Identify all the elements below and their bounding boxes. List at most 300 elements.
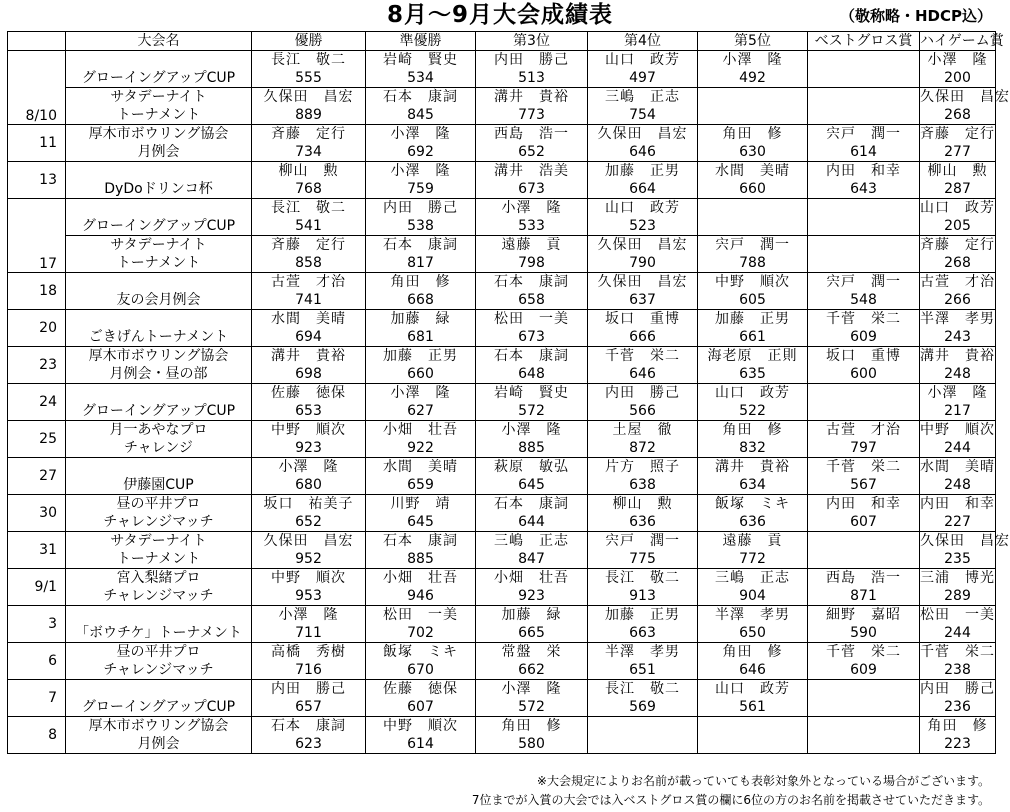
placer-score: 711 (252, 624, 366, 643)
placer-name: 久保田 昌宏 (588, 125, 698, 144)
placer-score: 244 (920, 624, 996, 643)
placer-name (808, 51, 920, 70)
placer-score: 600 (808, 365, 920, 384)
event-name-line1: 厚木市ボウリング協会 (66, 347, 252, 366)
placer-score: 238 (920, 661, 996, 680)
event-name-line1: 昼の平井プロ (66, 495, 252, 514)
placer-name: 水間 美晴 (920, 459, 995, 475)
placer-name: 小澤 隆 (920, 51, 996, 70)
placer-name: 岩崎 賢史 (366, 51, 476, 70)
placer-score: 590 (808, 624, 920, 643)
subtitle-note: （敬称略・HDCP込） (839, 7, 992, 25)
placer-name: 宍戸 潤一 (588, 532, 698, 551)
event-date: 20 (8, 310, 66, 347)
placer-score: 268 (920, 106, 996, 125)
event-name-line1: サタデーナイト (66, 236, 252, 255)
placer-name: 古萱 才治 (808, 421, 920, 440)
event-date: 11 (8, 125, 66, 162)
placer-name: 溝井 貴裕 (252, 347, 366, 366)
placer-name: 角田 修 (920, 717, 996, 736)
event-name-line2: ごきげんトーナメント (66, 328, 252, 347)
placer-score: 287 (920, 180, 996, 199)
event-date: 24 (8, 384, 66, 421)
placer-name: 柳山 勲 (920, 162, 996, 181)
placer-name: 千菅 栄二 (588, 347, 698, 366)
result-row-scores (8, 69, 996, 88)
placer-name: 小澤 隆 (366, 162, 476, 181)
result-row-scores (8, 476, 996, 495)
placer-name: 小澤 隆 (476, 199, 588, 218)
event-name-line1 (66, 458, 252, 477)
placer-score: 953 (252, 587, 366, 606)
placer-name: 坂口 重博 (808, 347, 920, 366)
placer-name: 加藤 正男 (588, 606, 698, 625)
result-row-names (8, 162, 996, 181)
header-2nd: 準優勝 (366, 32, 476, 51)
result-row-scores (8, 217, 996, 236)
placer-name: 小澤 隆 (698, 51, 808, 70)
event-name-line2: グローイングアップCUP (66, 69, 252, 88)
placer-score: 858 (252, 254, 366, 273)
placer-score: 946 (366, 587, 476, 606)
result-row-names (8, 51, 996, 70)
header-3rd: 第3位 (476, 32, 588, 51)
placer-score: 646 (588, 143, 698, 162)
placer-name: 柳山 勲 (588, 495, 698, 514)
result-row-names (8, 347, 996, 366)
placer-name: 小澤 隆 (476, 680, 588, 699)
placer-name: 石本 康詞 (476, 495, 588, 514)
result-row-scores (8, 328, 996, 347)
placer-score: 663 (588, 624, 698, 643)
event-name-line1: 昼の平井プロ (66, 643, 252, 662)
result-row-scores (8, 106, 996, 125)
placer-name: 遠藤 貢 (476, 236, 588, 255)
event-name-line2: グローイングアップCUP (66, 698, 252, 717)
event-name-line2: トーナメント (66, 106, 252, 125)
result-row-scores (8, 587, 996, 606)
placer-name: 角田 修 (366, 273, 476, 292)
event-date: 27 (8, 458, 66, 495)
event-name-line1: 月一あやなプロ (66, 421, 252, 440)
event-name-line1 (66, 51, 252, 70)
event-name-line1 (66, 199, 252, 218)
placer-score: 497 (588, 69, 698, 88)
placer-score: 759 (366, 180, 476, 199)
placer-score: 788 (698, 254, 808, 273)
placer-name: 小澤 隆 (920, 384, 996, 403)
result-row-names (8, 532, 996, 551)
placer-score (698, 217, 808, 236)
result-row-names (8, 236, 996, 255)
footnote-1: ※大会規定によりお名前が載っていても表彰対象外となっている場合がございます。 (536, 774, 990, 788)
placer-name: 西島 浩一 (476, 125, 588, 144)
placer-score: 614 (808, 143, 920, 162)
placer-score: 913 (588, 587, 698, 606)
placer-score: 637 (588, 291, 698, 310)
event-name-line2: トーナメント (66, 254, 252, 273)
placer-score: 567 (808, 476, 920, 495)
placer-name: 長江 敬二 (588, 680, 698, 699)
placer-name: 三嶋 正志 (476, 532, 588, 551)
placer-name: 久保田 昌宏 (588, 273, 698, 292)
result-row-scores (8, 661, 996, 680)
placer-name: 高橋 秀樹 (252, 643, 366, 662)
placer-score: 223 (920, 735, 996, 754)
placer-score: 630 (698, 143, 808, 162)
result-row-names (8, 310, 996, 329)
placer-score: 561 (698, 698, 808, 717)
placer-score: 845 (366, 106, 476, 125)
event-date: 13 (8, 162, 66, 199)
placer-name: 小畑 壮吾 (366, 421, 476, 440)
placer-name: 斉藤 定行 (920, 126, 995, 142)
placer-name: 細野 嘉昭 (808, 606, 920, 625)
placer-name: 山口 政芳 (698, 680, 808, 699)
placer-name: 内田 和幸 (808, 495, 920, 514)
placer-name: 岩崎 賢史 (476, 384, 588, 403)
placer-name: 斉藤 定行 (920, 237, 995, 253)
placer-name: 内田 勝己 (252, 680, 366, 699)
placer-score: 885 (476, 439, 588, 458)
event-date: 8/10 (8, 51, 66, 125)
placer-score: 872 (588, 439, 698, 458)
placer-name: 石本 康詞 (366, 88, 476, 107)
placer-score: 538 (366, 217, 476, 236)
placer-name (588, 717, 698, 736)
placer-name: 小澤 隆 (476, 421, 588, 440)
event-date: 25 (8, 421, 66, 458)
placer-name: 溝井 貴裕 (476, 88, 588, 107)
result-row-names (8, 421, 996, 440)
result-row-scores (8, 439, 996, 458)
placer-score: 698 (252, 365, 366, 384)
placer-name: 山口 政芳 (588, 51, 698, 70)
placer-score: 627 (366, 402, 476, 421)
event-name-line1 (66, 680, 252, 699)
placer-score (808, 69, 920, 88)
placer-name: 加藤 緑 (366, 310, 476, 329)
placer-name: 片方 照子 (588, 458, 698, 477)
result-row-scores (8, 513, 996, 532)
placer-name: 久保田 昌宏 (252, 88, 366, 107)
result-row-names (8, 569, 996, 588)
placer-score: 607 (366, 698, 476, 717)
placer-score: 522 (698, 402, 808, 421)
placer-score: 638 (588, 476, 698, 495)
placer-score (808, 254, 920, 273)
placer-name: 内田 勝己 (366, 199, 476, 218)
placer-score: 533 (476, 217, 588, 236)
placer-score (698, 106, 808, 125)
placer-score: 277 (920, 143, 996, 162)
placer-name: 柳山 勲 (252, 162, 366, 181)
result-row-scores (8, 624, 996, 643)
placer-score (808, 698, 920, 717)
event-name-line2: チャレンジ (66, 439, 252, 458)
placer-score: 541 (252, 217, 366, 236)
event-name-line1: サタデーナイト (66, 532, 252, 551)
event-date: 18 (8, 273, 66, 310)
placer-name: 小澤 隆 (366, 125, 476, 144)
placer-score: 548 (808, 291, 920, 310)
placer-name: 溝井 貴裕 (698, 458, 808, 477)
placer-score: 607 (808, 513, 920, 532)
event-name-line1 (66, 384, 252, 403)
placer-score: 772 (698, 550, 808, 569)
result-row-names (8, 88, 996, 107)
event-name-line2: チャレンジマッチ (66, 587, 252, 606)
event-date: 31 (8, 532, 66, 569)
placer-name: 中野 順次 (252, 421, 366, 440)
placer-score: 702 (366, 624, 476, 643)
placer-score: 754 (588, 106, 698, 125)
placer-name (698, 199, 808, 218)
placer-name: 飯塚 ミキ (698, 495, 808, 514)
placer-score: 666 (588, 328, 698, 347)
event-name-line1 (66, 606, 252, 625)
event-date: 8 (8, 717, 66, 754)
placer-name: 萩原 敏弘 (476, 458, 588, 477)
placer-score: 648 (476, 365, 588, 384)
placer-name: 石本 康詞 (476, 273, 588, 292)
placer-name: 遠藤 貢 (698, 532, 808, 551)
placer-score (808, 402, 920, 421)
placer-name: 宍戸 潤一 (698, 236, 808, 255)
placer-name: 石本 康詞 (252, 717, 366, 736)
placer-score: 614 (366, 735, 476, 754)
placer-name: 加藤 正男 (698, 310, 808, 329)
placer-score: 636 (588, 513, 698, 532)
placer-name: 加藤 緑 (476, 606, 588, 625)
result-row-scores (8, 402, 996, 421)
placer-name: 半澤 孝男 (588, 643, 698, 662)
placer-score: 646 (588, 365, 698, 384)
placer-score: 646 (698, 661, 808, 680)
result-row-names (8, 125, 996, 144)
event-date: 3 (8, 606, 66, 643)
placer-score: 623 (252, 735, 366, 754)
placer-name: 久保田 昌宏 (920, 89, 1010, 105)
placer-score: 653 (252, 402, 366, 421)
placer-name: 坂口 祐美子 (252, 495, 366, 514)
placer-name: 久保田 昌宏 (252, 532, 366, 551)
placer-name: 角田 修 (476, 717, 588, 736)
result-row-scores (8, 143, 996, 162)
placer-name: 小澤 隆 (366, 384, 476, 403)
placer-name: 長江 敬二 (588, 569, 698, 588)
placer-name: 内田 勝己 (920, 681, 995, 697)
placer-score: 644 (476, 513, 588, 532)
placer-name: 松田 一美 (366, 606, 476, 625)
header-event: 大会名 (66, 32, 252, 51)
placer-name: 山口 政芳 (588, 199, 698, 218)
result-row-names (8, 717, 996, 736)
placer-score: 569 (588, 698, 698, 717)
placer-name: 中野 順次 (252, 569, 366, 588)
placer-name: 加藤 正男 (588, 162, 698, 181)
placer-score: 790 (588, 254, 698, 273)
placer-name: 三嶋 正志 (698, 569, 808, 588)
event-date: 9/1 (8, 569, 66, 606)
placer-score: 243 (920, 328, 996, 347)
placer-score: 555 (252, 69, 366, 88)
placer-score: 572 (476, 698, 588, 717)
placer-score (808, 550, 920, 569)
placer-name: 千菅 栄二 (920, 644, 995, 660)
placer-name (808, 680, 920, 699)
placer-name: 松田 一美 (476, 310, 588, 329)
placer-name (808, 717, 920, 736)
event-name-line2: DyDoドリンコ杯 (66, 180, 252, 199)
placer-score: 922 (366, 439, 476, 458)
placer-name: 古萱 才治 (920, 274, 995, 290)
result-row-scores (8, 550, 996, 569)
placer-name: 半澤 孝男 (920, 311, 995, 327)
placer-name: 飯塚 ミキ (366, 643, 476, 662)
event-date: 17 (8, 199, 66, 273)
event-name-line1 (66, 273, 252, 292)
placer-name (808, 532, 920, 551)
placer-name: 内田 和幸 (920, 496, 995, 512)
header-best-gross: ベストグロス賞 (808, 32, 920, 51)
placer-score: 227 (920, 513, 996, 532)
placer-score: 716 (252, 661, 366, 680)
placer-name: 斉藤 定行 (252, 236, 366, 255)
event-name-line2: 月例会・昼の部 (66, 365, 252, 384)
placer-score: 885 (366, 550, 476, 569)
event-name-line2: 月例会 (66, 735, 252, 754)
event-name-line1 (66, 310, 252, 329)
event-name-line1: サタデーナイト (66, 88, 252, 107)
result-row-names (8, 458, 996, 477)
event-name-line1 (66, 162, 252, 181)
placer-score: 741 (252, 291, 366, 310)
placer-score: 775 (588, 550, 698, 569)
placer-score (588, 735, 698, 754)
placer-name: 小澤 隆 (252, 458, 366, 477)
placer-score: 662 (476, 661, 588, 680)
placer-score (808, 735, 920, 754)
placer-score: 661 (698, 328, 808, 347)
result-row-names (8, 199, 996, 218)
placer-score: 609 (808, 328, 920, 347)
placer-score (698, 735, 808, 754)
placer-name: 中野 順次 (920, 422, 995, 438)
placer-name: 溝井 浩美 (476, 162, 588, 181)
placer-score: 923 (252, 439, 366, 458)
placer-score: 651 (588, 661, 698, 680)
placer-score: 566 (588, 402, 698, 421)
header-high-game: ハイゲーム賞 (920, 33, 1004, 49)
placer-score: 609 (808, 661, 920, 680)
placer-name: 中野 順次 (698, 273, 808, 292)
placer-score: 650 (698, 624, 808, 643)
placer-name: 千菅 栄二 (808, 458, 920, 477)
placer-name: 中野 順次 (366, 717, 476, 736)
placer-score: 681 (366, 328, 476, 347)
event-name-line1: 宮入梨緒プロ (66, 569, 252, 588)
placer-name: 石本 康詞 (476, 347, 588, 366)
page-title: 8月～9月大会成績表 (386, 2, 613, 28)
placer-score: 652 (476, 143, 588, 162)
event-date: 30 (8, 495, 66, 532)
placer-name: 三嶋 正志 (588, 88, 698, 107)
placer-name: 角田 修 (698, 421, 808, 440)
header-1st: 優勝 (252, 32, 366, 51)
placer-name: 半澤 孝男 (698, 606, 808, 625)
placer-name: 三浦 博光 (920, 570, 995, 586)
placer-name: 常盤 栄 (476, 643, 588, 662)
placer-name (698, 717, 808, 736)
placer-score: 244 (920, 439, 996, 458)
event-date: 6 (8, 643, 66, 680)
placer-name (808, 236, 920, 255)
placer-score: 634 (698, 476, 808, 495)
result-row-names (8, 273, 996, 292)
placer-name: 山口 政芳 (920, 200, 995, 216)
placer-score: 645 (476, 476, 588, 495)
placer-name: 西島 浩一 (808, 569, 920, 588)
event-name-line2: トーナメント (66, 550, 252, 569)
header-4th: 第4位 (588, 32, 698, 51)
placer-score: 235 (920, 550, 996, 569)
placer-score: 217 (920, 402, 996, 421)
placer-score: 289 (920, 587, 996, 606)
placer-name: 斉藤 定行 (252, 125, 366, 144)
placer-score: 652 (252, 513, 366, 532)
placer-name: 小畑 壮吾 (476, 569, 588, 588)
placer-name: 水間 美晴 (366, 458, 476, 477)
placer-score: 248 (920, 476, 996, 495)
placer-name: 坂口 重博 (588, 310, 698, 329)
placer-name: 久保田 昌宏 (588, 236, 698, 255)
placer-score: 664 (588, 180, 698, 199)
placer-score: 492 (698, 69, 808, 88)
placer-name: 石本 康詞 (366, 532, 476, 551)
placer-name: 久保田 昌宏 (920, 533, 1010, 549)
event-name-line2: 月例会 (66, 143, 252, 162)
placer-score: 680 (252, 476, 366, 495)
result-row-names (8, 384, 996, 403)
result-row-scores (8, 254, 996, 273)
placer-score: 200 (920, 69, 996, 88)
placer-score: 773 (476, 106, 588, 125)
event-date: 7 (8, 680, 66, 717)
placer-name: 石本 康詞 (366, 236, 476, 255)
placer-name: 内田 和幸 (808, 162, 920, 181)
placer-name: 古萱 才治 (252, 273, 366, 292)
placer-score: 266 (920, 291, 996, 310)
footnote-2: 7位までが入賞の大会では入ベストグロス賞の欄に6位の方のお名前を掲載させていただきます。 (471, 793, 990, 807)
result-row-names (8, 495, 996, 514)
placer-name: 宍戸 潤一 (808, 273, 920, 292)
result-row-scores (8, 180, 996, 199)
result-row-scores (8, 698, 996, 717)
placer-score: 889 (252, 106, 366, 125)
header-row (8, 32, 996, 51)
placer-score: 668 (366, 291, 476, 310)
placer-name (808, 384, 920, 403)
event-name-line2: 友の会月例会 (66, 291, 252, 310)
placer-score: 572 (476, 402, 588, 421)
result-row-scores (8, 735, 996, 754)
placer-name: 内田 勝己 (476, 51, 588, 70)
placer-score: 768 (252, 180, 366, 199)
event-name-line1: 厚木市ボウリング協会 (66, 717, 252, 736)
placer-name: 角田 修 (698, 125, 808, 144)
placer-score: 847 (476, 550, 588, 569)
